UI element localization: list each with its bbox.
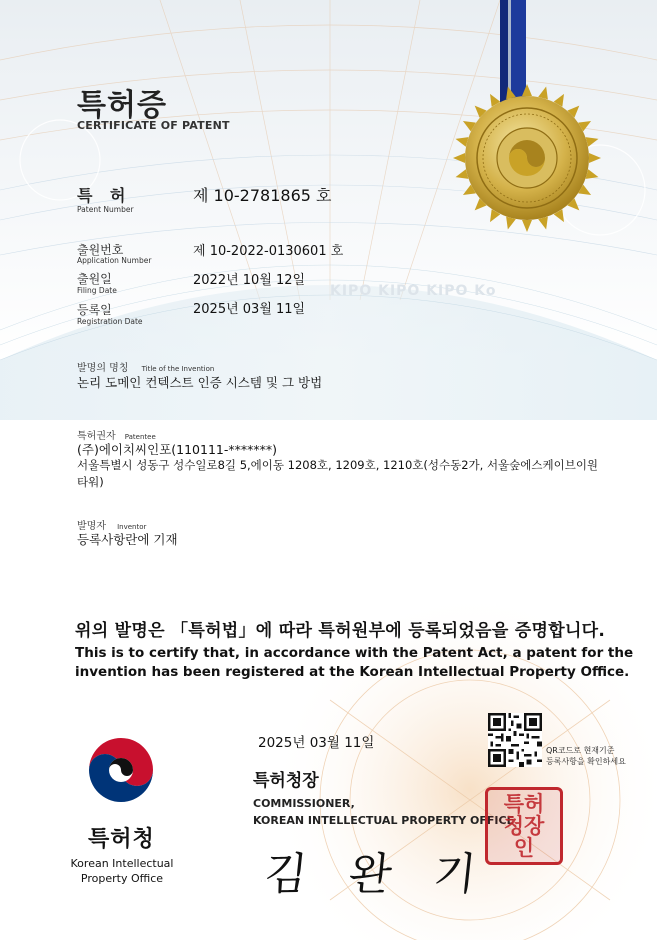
patentee-address-line2: 타워) (77, 475, 104, 489)
patent-number-value: 제 10-2781865 호 (193, 186, 332, 205)
registration-date-value: 2025년 03월 11일 (193, 302, 306, 317)
qr-code-icon[interactable] (488, 713, 542, 767)
certification-statement-ko: 위의 발명은 「특허법」에 따라 특허원부에 등록되었음을 증명합니다. (75, 621, 606, 641)
registration-date-label: 등록일 (77, 303, 112, 317)
issue-date: 2025년 03월 11일 (258, 735, 375, 751)
gold-seal-icon (451, 82, 603, 234)
filing-date-label: 출원일 (77, 272, 112, 286)
commissioner-title-en-line1: COMMISSIONER, (253, 797, 355, 810)
stamp-text: 특허청장인 (503, 791, 545, 860)
signature-icon (262, 838, 494, 902)
inventor-label-en: Inventor (117, 523, 147, 531)
patentee-name: (주)에이치씨인포(110111-*******) (77, 442, 278, 457)
patentee-label-ko: 특허권자 (77, 431, 116, 442)
kipo-watermark: KIPO KIPO KIPO Ko (330, 283, 497, 299)
certificate-title-en: CERTIFICATE OF PATENT (77, 119, 230, 132)
registration-date-label-en: Registration Date (77, 317, 143, 326)
taegeuk-logo-icon (84, 733, 158, 807)
signature-text: 김 완 기 (261, 849, 493, 900)
application-number-label: 출원번호 (77, 243, 124, 257)
patent-number-label: 특 허 (77, 186, 132, 205)
qr-note-line1: QR코드로 현재기준 (546, 746, 615, 755)
invention-label-ko: 발명의 명칭 (77, 363, 129, 374)
inventor-value: 등록사항란에 기재 (77, 532, 178, 547)
patent-number-label-en: Patent Number (77, 205, 134, 214)
commissioner-title-en-line2: KOREAN INTELLECTUAL PROPERTY OFFICE (253, 814, 515, 827)
application-number-value: 제 10-2022-0130601 호 (193, 244, 344, 259)
commissioner-title-ko: 특허청장 (253, 771, 319, 791)
filing-date-label-en: Filing Date (77, 286, 117, 295)
office-name-ko: 특허청 (88, 827, 155, 852)
red-stamp-icon (485, 787, 563, 865)
patentee-address-line1: 서울특별시 성동구 성수일로8길 5,에이동 1208호, 1209호, 1210호(성수동2가, 서울숲에스케이브이원 (77, 458, 599, 472)
certification-statement-en-line1: This is to certify that, in accordance with the Patent Act, a patent for the (75, 645, 634, 661)
office-name-en-line1: Korean Intellectual (70, 857, 174, 870)
invention-label-en: Title of the Invention (141, 365, 215, 373)
inventor-label-ko: 발명자 (77, 521, 106, 532)
application-number-label-en: Application Number (77, 256, 152, 265)
certification-statement-en-line2: invention has been registered at the Korean Intellectual Property Office. (75, 664, 630, 680)
patentee-label-en: Patentee (124, 433, 156, 441)
filing-date-value: 2022년 10월 12일 (193, 273, 306, 288)
invention-title: 논리 도메인 컨텍스트 인증 시스템 및 그 방법 (77, 375, 323, 390)
office-name-en-line2: Property Office (80, 872, 164, 885)
qr-note-line2: 등록사항을 확인하세요 (546, 757, 626, 766)
certificate-title-ko: 특허증 (77, 88, 167, 123)
